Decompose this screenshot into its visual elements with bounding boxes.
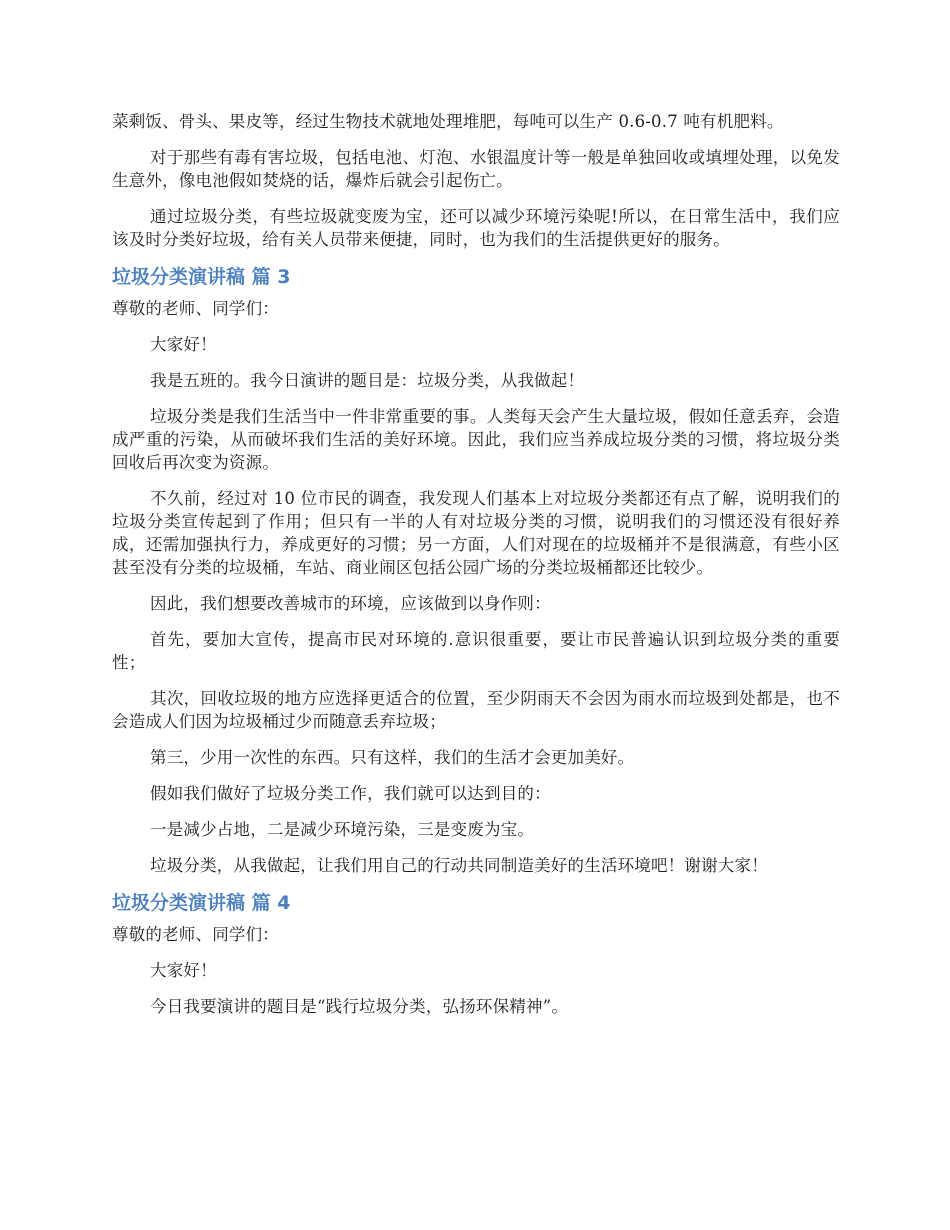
paragraph: 其次，回收垃圾的地方应选择更适合的位置，至少阴雨天不会因为雨水而垃圾到处都是，也不会造成人们因为垃圾桶过少而随意丢弃垃圾； <box>112 689 840 731</box>
paragraph: 因此，我们想要改善城市的环境，应该做到以身作则： <box>150 594 551 613</box>
salutation: 尊敬的老师、同学们： <box>112 299 279 318</box>
document-body <box>112 110 840 1031</box>
greeting: 大家好！ <box>150 335 217 354</box>
paragraph: 第三，少用一次性的东西。只有这样，我们的生活才会更加美好。 <box>150 748 635 767</box>
greeting: 大家好！ <box>150 961 217 980</box>
section-heading: 垃圾分类演讲稿 篇 3 <box>112 266 291 288</box>
paragraph: 今日我要演讲的题目是“践行垃圾分类，弘扬环保精神”。 <box>150 997 569 1016</box>
section-heading: 垃圾分类演讲稿 篇 4 <box>112 892 291 914</box>
paragraph: 垃圾分类，从我做起，让我们用自己的行动共同制造美好的生活环境吧！谢谢大家！ <box>150 856 768 875</box>
paragraph: 一是减少占地，二是减少环境污染，三是变废为宝。 <box>150 820 535 839</box>
paragraph: 对于那些有毒有害垃圾，包括电池、灯泡、水银温度计等一般是单独回收或填埋处理，以免发生意外，像电池假如焚烧的话，爆炸后就会引起伤亡。 <box>112 148 840 190</box>
paragraph: 首先，要加大宣传，提高市民对环境的.意识很重要，要让市民普遍认识到垃圾分类的重要性； <box>112 630 840 672</box>
paragraph: 通过垃圾分类，有些垃圾就变废为宝，还可以减少环境污染呢!所以，在日常生活中，我们应该及时分类好垃圾，给有关人员带来便捷，同时，也为我们的生活提供更好的服务。 <box>112 207 840 249</box>
paragraph: 假如我们做好了垃圾分类工作，我们就可以达到目的： <box>150 784 551 803</box>
paragraph: 我是五班的。我今日演讲的题目是：垃圾分类，从我做起！ <box>150 371 585 390</box>
salutation: 尊敬的老师、同学们： <box>112 925 279 944</box>
paragraph: 菜剩饭、骨头、果皮等，经过生物技术就地处理堆肥，每吨可以生产 0.6-0.7 吨有机肥料。 <box>112 112 784 131</box>
paragraph: 不久前，经过对 10 位市民的调查，我发现人们基本上对垃圾分类都还有点了解，说明我们的垃圾分类宣传起到了作用；但只有一半的人有对垃圾分类的习惯，说明我们的习惯还没有很好养成，还需加强执行力，养成更好的习惯；另一方面，人们对现在的垃圾桶并不是很满意，有些小区甚至没有分类的垃圾桶，车站、商业闹区包括公园广场的分类垃圾桶都还比较少。 <box>112 489 840 577</box>
paragraph: 垃圾分类是我们生活当中一件非常重要的事。人类每天会产生大量垃圾，假如任意丢弃，会造成严重的污染，从而破坏我们生活的美好环境。因此，我们应当养成垃圾分类的习惯，将垃圾分类回收后再次变为资源。 <box>112 407 840 472</box>
